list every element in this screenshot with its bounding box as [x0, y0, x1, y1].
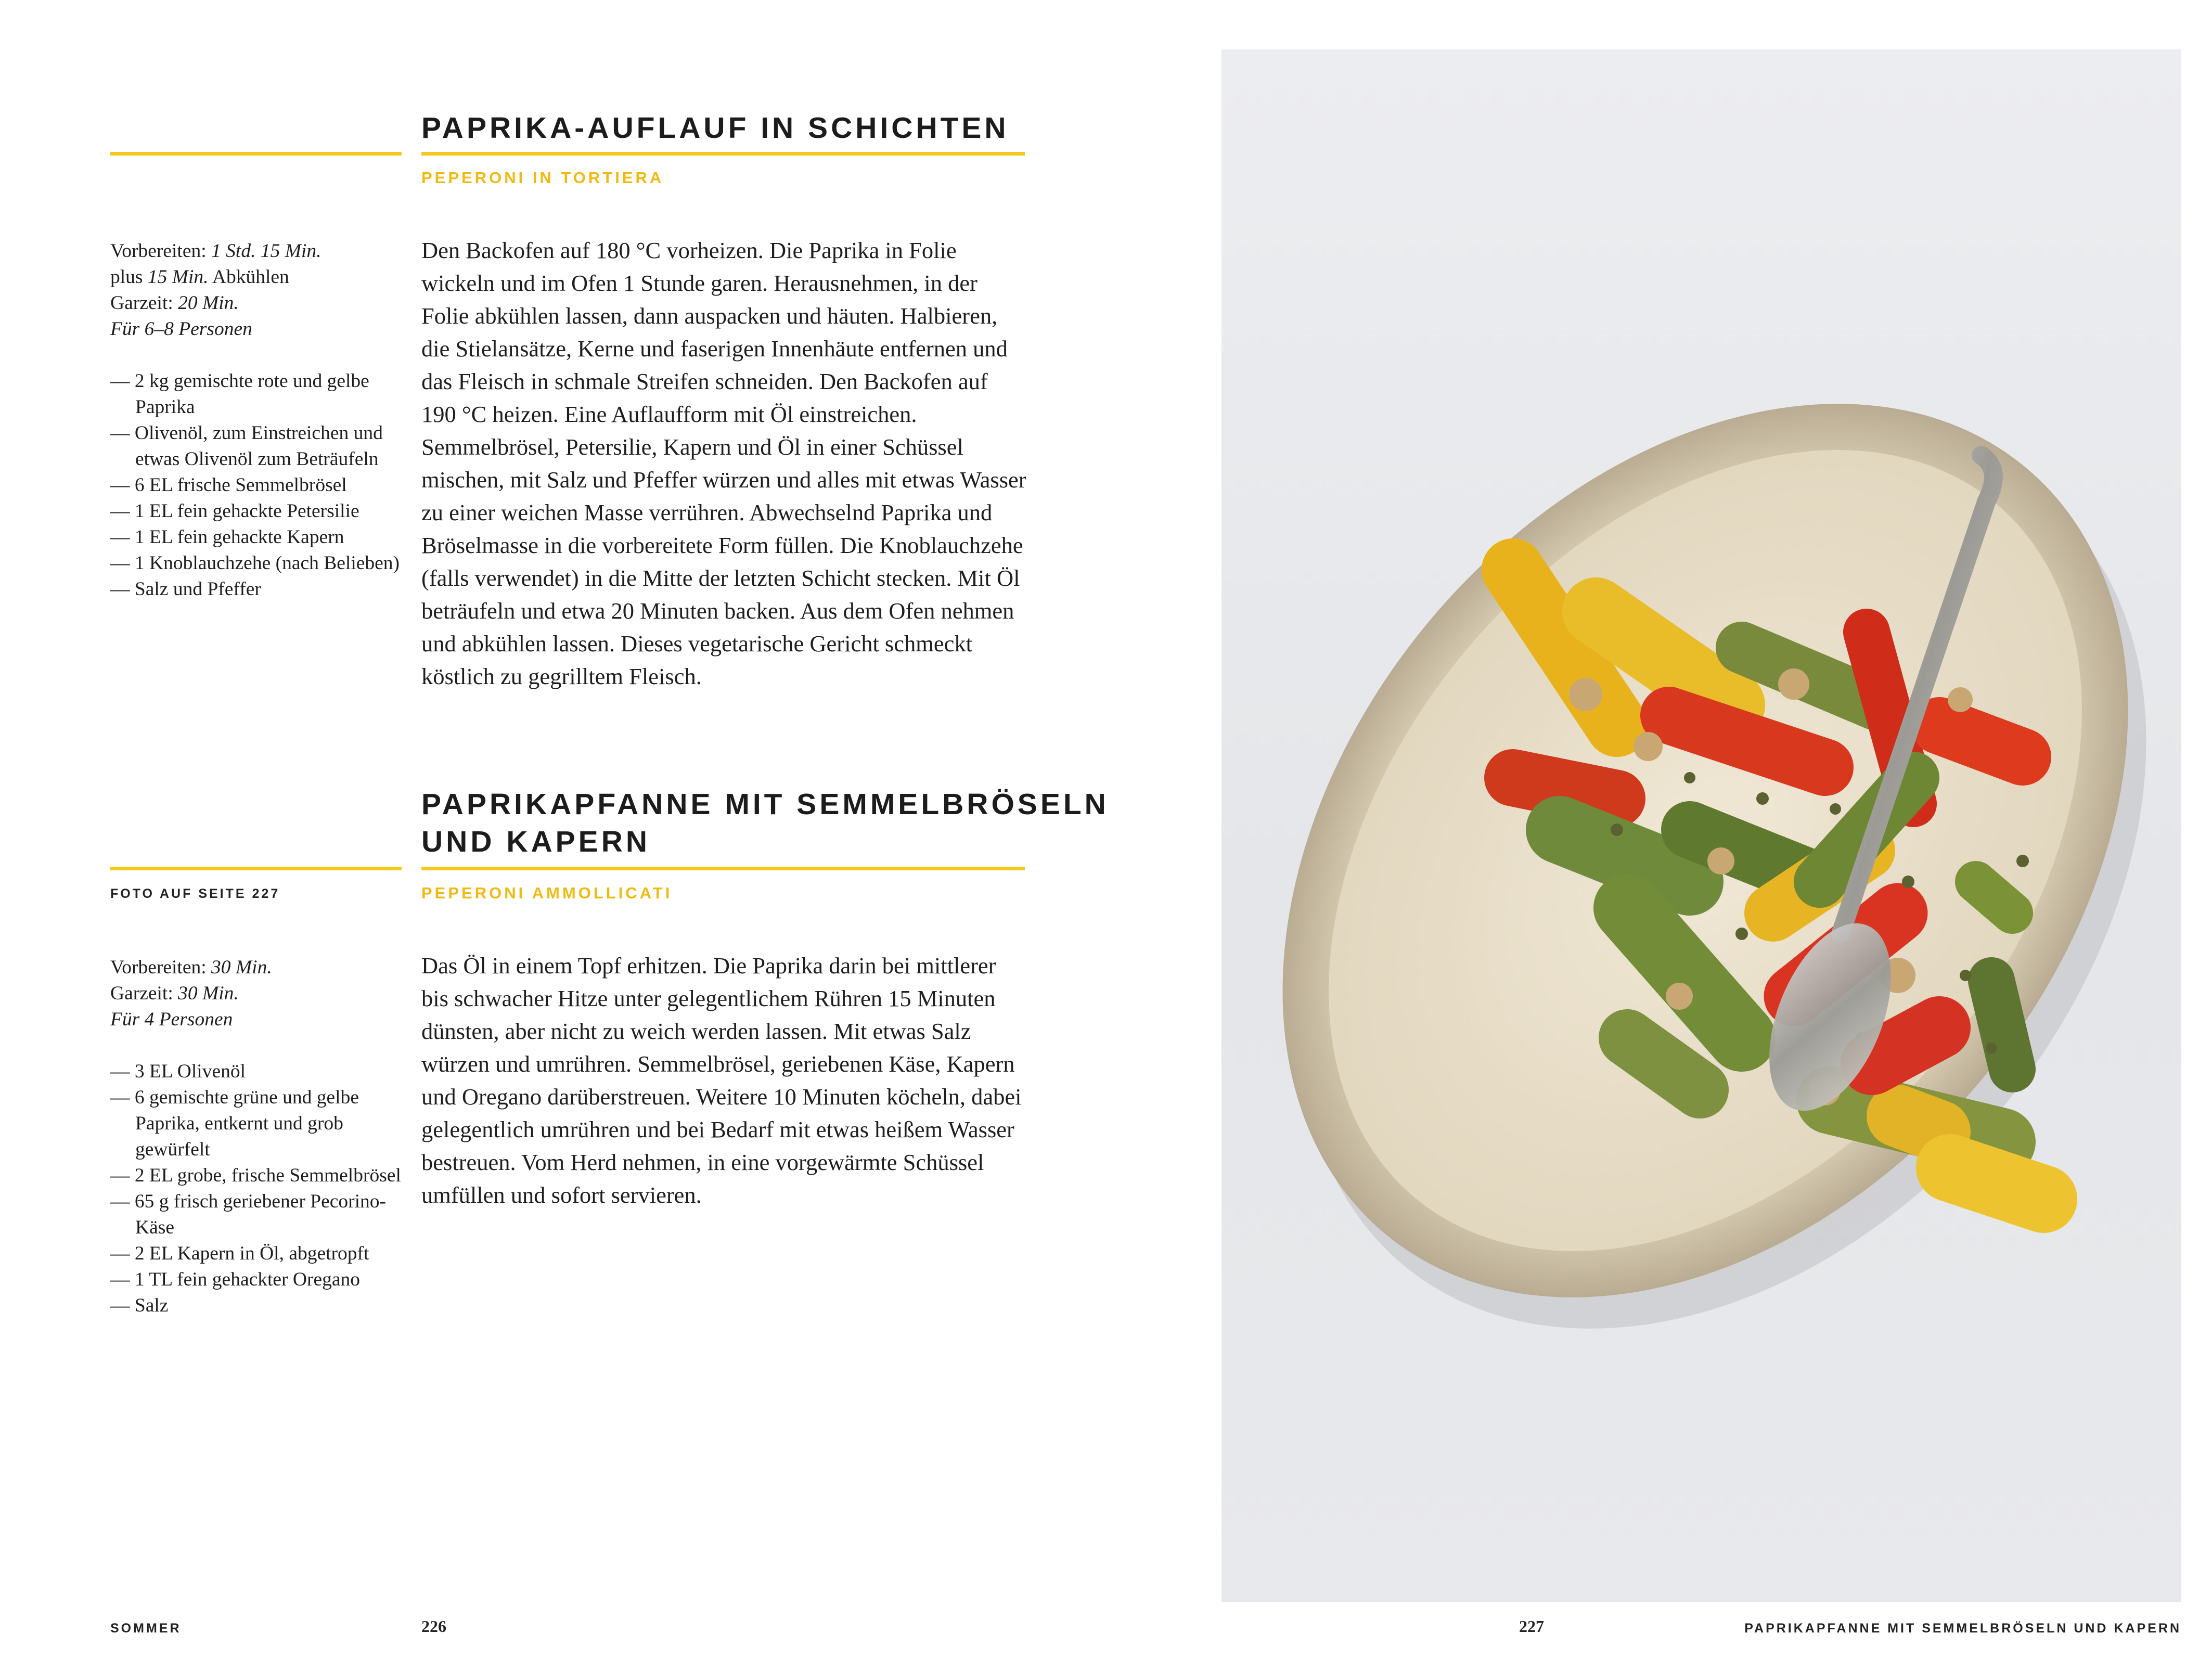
- ingredient: — 3 EL Olivenöl: [110, 1061, 246, 1082]
- recipe-title: PAPRIKA-AUFLAUF IN SCHICHTEN: [421, 111, 1009, 145]
- photo-reference: FOTO AUF SEITE 227: [110, 886, 280, 901]
- recipe-method: Das Öl in einem Topf erhitzen. Die Paprika darin bei mittlerer bis schwacher Hitze unter gelegentlichem Rühren 15 Minuten dünsten, aber nicht zu weich werden lassen. Mit etwas Salz würzen und umrühren. Semmelbrösel, geriebenen Käse, Kapern und Oregano darüberstreuen. Weitere 10 Minuten köcheln, dabei gelegentlich umrühren und bei Bedarf mit etwas heißem Wasser bestreuen. Vom Herd nehmen, in eine vorgewärmte Schüssel umfüllen und sofort servieren.: [421, 953, 1022, 1208]
- recipe-sidebar: [110, 238, 402, 602]
- servings: Für 4 Personen: [110, 1009, 233, 1030]
- ingredient-list: [110, 368, 402, 602]
- ingredient: — Olivenöl, zum Einstreichen und etwas Olivenöl zum Beträufeln: [110, 422, 383, 470]
- ingredient: — 1 EL fein gehackte Petersilie: [110, 500, 359, 522]
- section-name: SOMMER: [110, 1621, 182, 1636]
- ingredient: — 6 EL frische Semmelbrösel: [110, 474, 347, 496]
- title-rule-right: [421, 867, 1025, 870]
- cook-time: Garzeit: 30 Min.: [110, 983, 239, 1004]
- ingredient: — 2 EL Kapern in Öl, abgetropft: [110, 1243, 369, 1264]
- ingredient: — 2 kg gemischte rote und gelbe Paprika: [110, 370, 369, 418]
- running-title: PAPRIKAPFANNE MIT SEMMELBRÖSELN UND KAPERN: [1744, 1621, 2181, 1636]
- ingredient: — 1 Knoblauchzehe (nach Belieben): [110, 552, 400, 574]
- pepper-dish-photo: [1221, 49, 2181, 1602]
- prep-time: Vorbereiten: 30 Min.: [110, 957, 272, 978]
- recipe-italian-subtitle: PEPERONI IN TORTIERA: [421, 169, 664, 187]
- title-rule-left: [110, 867, 402, 870]
- page-number-right: 227: [1519, 1617, 1544, 1636]
- title-rule-right: [421, 152, 1025, 156]
- ingredient: — 2 EL grobe, frische Semmelbrösel: [110, 1165, 401, 1186]
- prep-time: Vorbereiten: 1 Std. 15 Min.: [110, 240, 321, 262]
- ingredient: — Salz und Pfeffer: [110, 578, 261, 600]
- cook-time: Garzeit: 20 Min.: [110, 292, 239, 314]
- servings: Für 6–8 Personen: [110, 318, 252, 340]
- recipe-sidebar: [110, 955, 402, 1319]
- ingredient: — 1 EL fein gehackte Kapern: [110, 526, 344, 548]
- ingredient: — 1 TL fein gehackter Oregano: [110, 1269, 361, 1290]
- recipe-italian-subtitle: PEPERONI AMMOLLICATI: [421, 884, 673, 902]
- recipe-title: [421, 786, 1109, 860]
- ingredient: — 6 gemischte grüne und gelbe Paprika, entkernt und grob gewürfelt: [110, 1087, 359, 1160]
- ingredient: — 65 g frisch geriebener Pecorino-Käse: [110, 1191, 387, 1238]
- ingredient: — Salz: [110, 1295, 169, 1316]
- ingredient-list: [110, 1059, 402, 1319]
- recipe-title-line: PAPRIKAPFANNE MIT SEMMELBRÖSELN: [421, 788, 1109, 821]
- recipe-title-line: UND KAPERN: [421, 825, 651, 858]
- recipe-method: Den Backofen auf 180 °C vorheizen. Die Paprika in Folie wickeln und im Ofen 1 Stunde garen. Herausnehmen, in der Folie abkühlen lassen, dann auspacken und häuten. Halbieren, die Stielansätze, Kerne und faserigen Innenhäute entfernen und das Fleisch in schmale Streifen schneiden. Den Backofen auf 190 °C heizen. Eine Auflaufform mit Öl einstreichen. Semmelbrösel, Petersilie, Kapern und Öl in einer Schüssel mischen, mit Salz und Pfeffer würzen und alles mit etwas Wasser zu einer weichen Masse verrühren. Abwechselnd Paprika und Bröselmasse in die vorbereitete Form füllen. Die Knoblauchzehe (falls verwendet) in die Mitte der letzten Schicht stecken. Mit Öl beträufeln und etwa 20 Minuten backen. Aus dem Ofen nehmen und abkühlen lassen. Dieses vegetarische Gericht schmeckt köstlich zu gegrilltem Fleisch.: [421, 237, 1026, 689]
- page-number-left: 226: [421, 1617, 446, 1636]
- title-rule-left: [110, 152, 402, 156]
- cool-time: plus 15 Min. Abkühlen: [110, 266, 289, 288]
